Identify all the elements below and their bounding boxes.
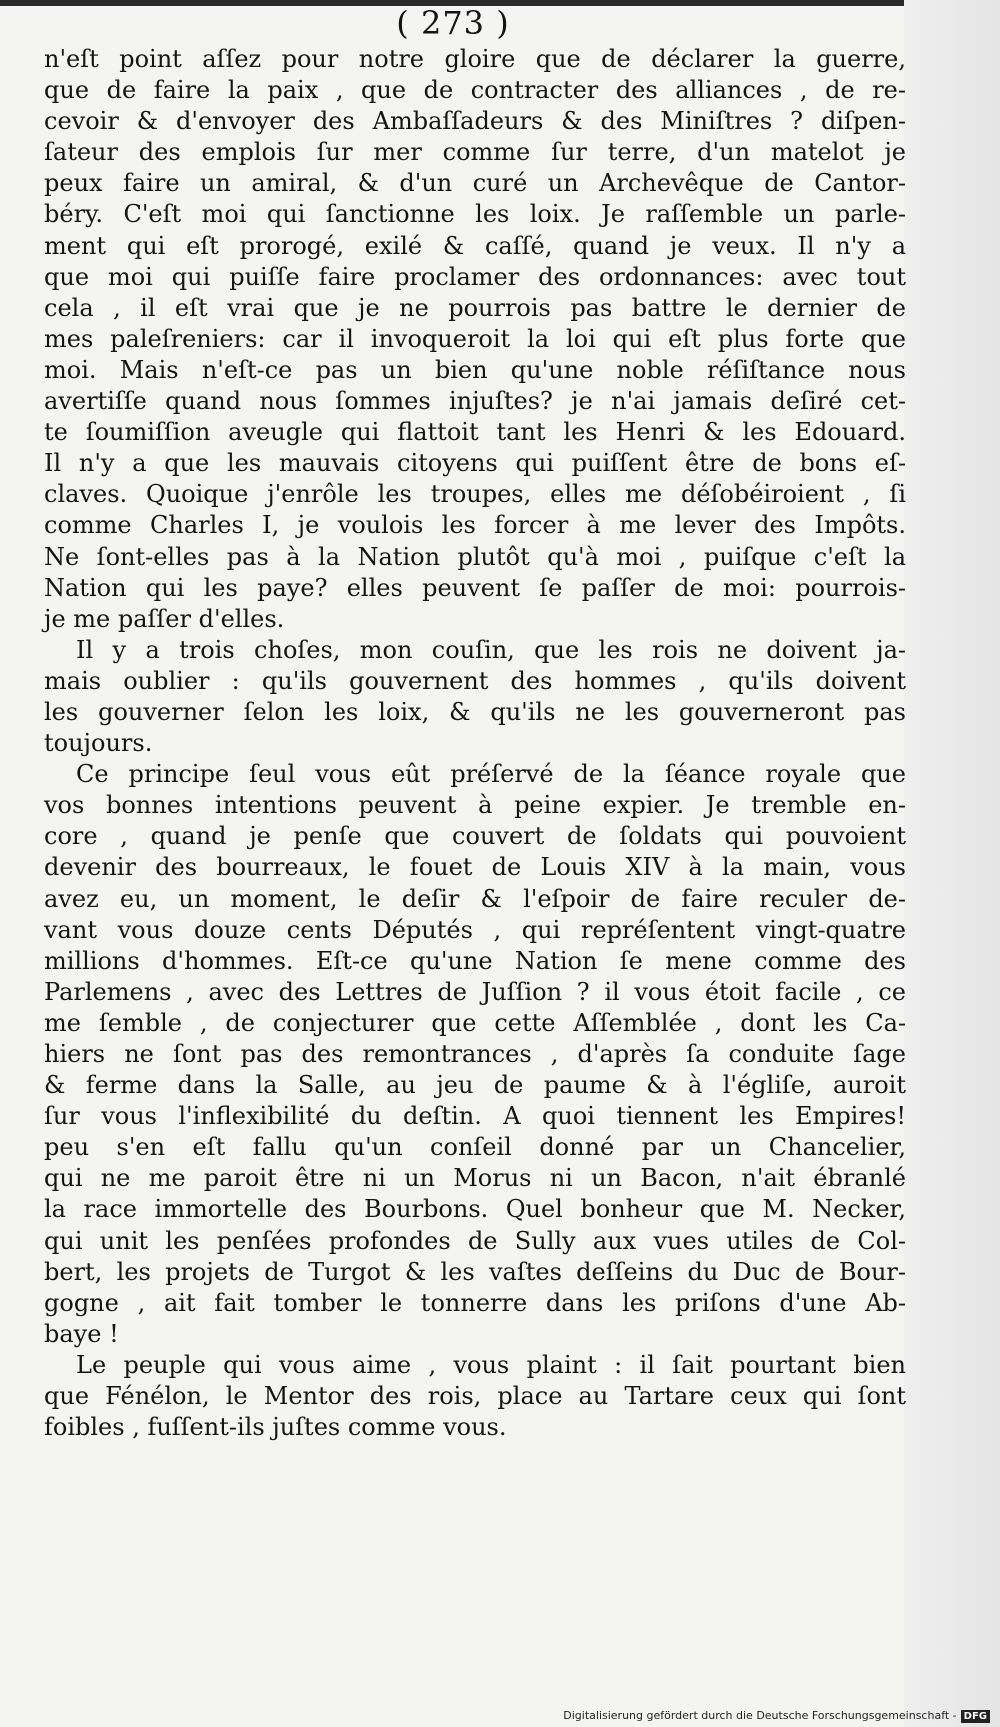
text-line: ſateur des emplois ſur mer comme ſur terre, d'un matelot je [44, 138, 906, 167]
text-line: vos bonnes intentions peuvent à peine expier. Je tremble en- [44, 791, 906, 820]
text-line: millions d'hommes. Eſt-ce qu'une Nation ſe mene comme des [44, 946, 906, 975]
text-line: peu s'en eſt fallu qu'un conſeil donné par un Chancelier, [44, 1133, 906, 1162]
text-line: je me paſſer d'elles. [44, 604, 285, 633]
text-line: hiers ne ſont pas des remontrances , d'après ſa conduite ſage [44, 1040, 906, 1068]
text-line: Le peuple qui vous aime , vous plaint : il ſait pourtant bien [76, 1350, 906, 1379]
text-line: bert, les projets de Turgot & les vaſtes deſſeins du Duc de Bour- [44, 1257, 906, 1286]
text-line: cevoir & d'envoyer des Ambaſſadeurs & des Miniſtres ? diſpen- [44, 107, 906, 136]
text-line: me ſemble , de conjecturer que cette Aſſemblée , dont les Ca- [44, 1008, 906, 1037]
text-line: que de faire la paix , que de contracter des alliances , de re- [44, 76, 906, 105]
text-line: qui ne me paroit être ni un Morus ni un Bacon, n'ait ébranlé [44, 1164, 906, 1193]
text-line: qui unit les penſées profondes de Sully aux vues utiles de Col- [44, 1226, 906, 1255]
text-line: devenir des bourreaux, le fouet de Louis XIV à la main, vous [44, 853, 906, 882]
text-line: te ſoumiſſion aveugle qui flattoit tant les Henri & les Edouard. [44, 418, 906, 447]
text-line: que moi qui puiſſe faire proclamer des ordonnances: avec tout [44, 262, 906, 291]
text-line: & ferme dans la Salle, au jeu de paume & à l'égliſe, auroit [44, 1071, 906, 1100]
footer-text: Digitalisierung gefördert durch die Deutsche Forschungsgemeinschaft - [563, 1709, 957, 1722]
text-line: Ce principe ſeul vous eût préſervé de la ſéance royale que [76, 760, 906, 789]
text-line: moi. Mais n'eſt-ce pas un bien qu'une noble réſiſtance nous [44, 355, 906, 384]
text-line: cela , il eſt vrai que je ne pourrois pas battre le dernier de [44, 293, 906, 322]
text-line: mes paleſreniers: car il invoqueroit la loi qui eſt plus forte que [44, 324, 906, 353]
text-line: les gouverner ſelon les loix, & qu'ils ne les gouverneront pas [44, 697, 906, 726]
text-line: comme Charles I, je voulois les forcer à me lever des Impôts. [44, 511, 906, 540]
text-line: Il y a trois choſes, mon couſin, que les rois ne doivent ja- [76, 635, 906, 664]
body-text [44, 44, 906, 1443]
text-line: mais oublier : qu'ils gouvernent des hommes , qu'ils doivent [44, 666, 906, 695]
text-line: claves. Quoique j'enrôle les troupes, elles me déſobéiroient , ſi [44, 480, 906, 509]
page-margin [904, 0, 1000, 1727]
text-line: Nation qui les paye? elles peuvent ſe paſſer de moi: pourrois- [44, 573, 906, 602]
text-line: toujours. [44, 729, 153, 758]
text-line: avez eu, un moment, le deſir & l'eſpoir de faire reculer de- [44, 884, 906, 913]
text-line: ment qui eſt prorogé, exilé & caſſé, quand je veux. Il n'y a [44, 231, 906, 260]
text-line: core , quand je penſe que couvert de ſoldats qui pouvoient [44, 822, 906, 851]
text-line: la race immortelle des Bourbons. Quel bonheur que M. Necker, [44, 1195, 906, 1224]
dfg-logo: DFG [961, 1710, 990, 1723]
text-line: Ne ſont-elles pas à la Nation plutôt qu'à moi , puiſque c'eſt la [44, 542, 906, 571]
text-line: béry. C'eſt moi qui ſanctionne les loix. Je raſſemble un parle- [44, 200, 906, 229]
text-line: n'eſt point aſſez pour notre gloire que de déclarer la guerre, [44, 45, 906, 73]
text-line: avertiſſe quand nous ſommes injuſtes? je n'ai jamais deſiré cet- [44, 387, 906, 416]
text-line: ſur vous l'inflexibilité du deſtin. A quoi tiennent les Empires! [44, 1102, 906, 1131]
footer-credit [0, 1709, 990, 1723]
text-line: vant vous douze cents Députés , qui repréſentent vingt-quatre [44, 915, 906, 944]
page-number: ( 273 ) [396, 4, 510, 42]
text-line: Il n'y a que les mauvais citoyens qui puiſſent être de bons eſ- [44, 449, 906, 478]
text-line: gogne , ait fait tomber le tonnerre dans les priſons d'une Ab- [44, 1288, 906, 1317]
text-line: baye ! [44, 1319, 119, 1348]
text-line: que Fénélon, le Mentor des rois, place au Tartare ceux qui ſont [44, 1382, 906, 1411]
text-line: peux faire un amiral, & d'un curé un Archevêque de Cantor- [44, 169, 906, 198]
text-line: foibles , fuſſent-ils juſtes comme vous. [44, 1413, 507, 1442]
text-line: Parlemens , avec des Lettres de Juſſion ? il vous étoit facile , ce [44, 977, 906, 1006]
